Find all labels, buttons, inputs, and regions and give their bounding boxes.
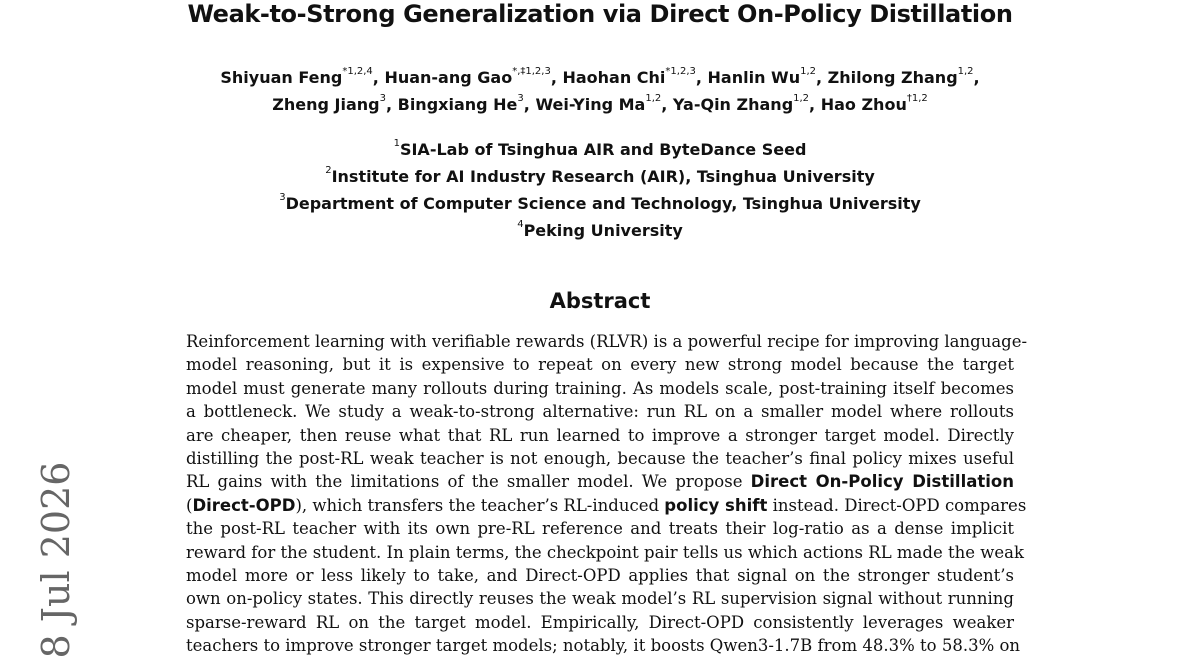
author-line-1 — [150, 64, 1050, 91]
author-separator: , — [815, 68, 828, 87]
author-affil-sup: 1,2 — [793, 93, 810, 104]
abstract-line: model must generate many rollouts during training. As models scale, post-training itself becomes — [186, 378, 1014, 398]
author-name: Huan-ang Gao — [384, 68, 513, 87]
author-name: Ya-Qin Zhang — [672, 95, 794, 114]
affiliation-name: Department of Computer Science and Technology, Tsinghua University — [285, 194, 921, 213]
abstract-line: model reasoning, but it is expensive to repeat on every new strong model because the target — [186, 355, 1014, 375]
method-name-bold: Direct On-Policy Distillation — [750, 472, 1014, 492]
abstract-line — [186, 494, 1027, 517]
author-name: Bingxiang He — [397, 95, 518, 114]
abstract-text: ( — [186, 495, 193, 515]
affiliation-item — [200, 217, 1000, 244]
author-affil-sup: 1,2 — [645, 93, 662, 104]
author-affil-sup: *1,2,4 — [342, 66, 373, 77]
author-name: Zheng Jiang — [272, 95, 380, 114]
author-affil-sup: †1,2 — [906, 93, 928, 104]
affiliation-sup: 4 — [517, 219, 524, 230]
author-separator: , — [973, 68, 980, 87]
abstract-line: distilling the post-RL weak teacher is not enough, because the teacher’s final policy mixes useful — [186, 449, 1014, 469]
author-affil-sup: *,‡1,2,3 — [512, 66, 551, 77]
abstract-body — [186, 330, 1028, 658]
method-abbrev-bold: Direct-OPD — [192, 495, 296, 515]
author-name: Wei-Ying Ma — [535, 95, 646, 114]
author-separator: , — [661, 95, 673, 114]
author-separator: , — [809, 95, 821, 114]
author-name: Shiyuan Feng — [220, 68, 343, 87]
affiliation-item — [200, 136, 1000, 163]
author-separator: , — [372, 68, 385, 87]
policy-shift-bold: policy shift — [664, 495, 768, 515]
author-line-2 — [150, 91, 1050, 118]
affiliation-name: SIA-Lab of Tsinghua AIR and ByteDance Seed — [399, 140, 807, 159]
affiliation-sup: 2 — [325, 165, 332, 176]
abstract-text: ), which transfers the teacher’s RL-induced — [295, 495, 660, 515]
author-name: Haohan Chi — [562, 68, 666, 87]
author-separator: , — [550, 68, 563, 87]
affiliation-sup: 3 — [279, 192, 286, 203]
abstract-line: own on-policy states. This directly reuses the weak model’s RL supervision signal without running — [186, 589, 1014, 609]
author-affil-sup: 3 — [517, 93, 524, 104]
author-affil-sup: 1,2 — [957, 66, 974, 77]
abstract-line: model more or less likely to take, and Direct-OPD applies that signal on the stronger student’s — [186, 566, 1014, 586]
abstract-line: teachers to improve stronger target models; notably, it boosts Qwen3-1.7B from 48.3% to 58.3% on — [186, 636, 1021, 656]
abstract-line: the post-RL teacher with its own pre-RL reference and treats their log-ratio as a dense implicit — [186, 519, 1014, 539]
abstract-text: instead. Direct-OPD compares — [772, 495, 1027, 515]
author-separator: , — [385, 95, 398, 114]
affiliation-name: Institute for AI Industry Research (AIR), Tsinghua University — [331, 167, 875, 186]
abstract-line: a bottleneck. We study a weak-to-strong alternative: run RL on a smaller model where rollouts — [186, 402, 1014, 422]
author-affil-sup: 1,2 — [800, 66, 816, 77]
author-affil-sup: *1,2,3 — [665, 66, 696, 77]
abstract-line: Reinforcement learning with verifiable rewards (RLVR) is a powerful recipe for improving language- — [186, 332, 1028, 351]
abstract-line: reward for the student. In plain terms, the checkpoint pair tells us which actions RL made the weak — [186, 542, 1024, 562]
author-name: Hao Zhou — [820, 95, 907, 114]
author-list — [150, 64, 1050, 118]
affiliation-sup: 1 — [393, 138, 400, 149]
abstract-heading: Abstract — [549, 289, 651, 313]
author-name: Hanlin Wu — [707, 68, 801, 87]
arxiv-side-date: 8 Jul 2026 — [34, 461, 78, 658]
abstract-text: RL gains with the limitations of the smaller model. We propose — [186, 472, 743, 492]
abstract-line — [186, 470, 1014, 493]
author-separator: , — [523, 95, 536, 114]
author-separator: , — [695, 68, 708, 87]
abstract-line: are cheaper, then reuse what that RL run learned to improve a stronger target model. Directly — [186, 425, 1014, 445]
abstract-line: sparse-reward RL on the target model. Empirically, Direct-OPD consistently leverages weaker — [186, 612, 1014, 632]
affiliation-item — [200, 163, 1000, 190]
affiliation-name: Peking University — [523, 221, 683, 240]
author-affil-sup: 3 — [379, 93, 386, 104]
affiliation-item — [200, 190, 1000, 217]
paper-title: Weak-to-Strong Generalization via Direct On-Policy Distillation — [187, 0, 1013, 28]
author-name: Zhilong Zhang — [827, 68, 958, 87]
affiliation-list — [200, 136, 1000, 244]
